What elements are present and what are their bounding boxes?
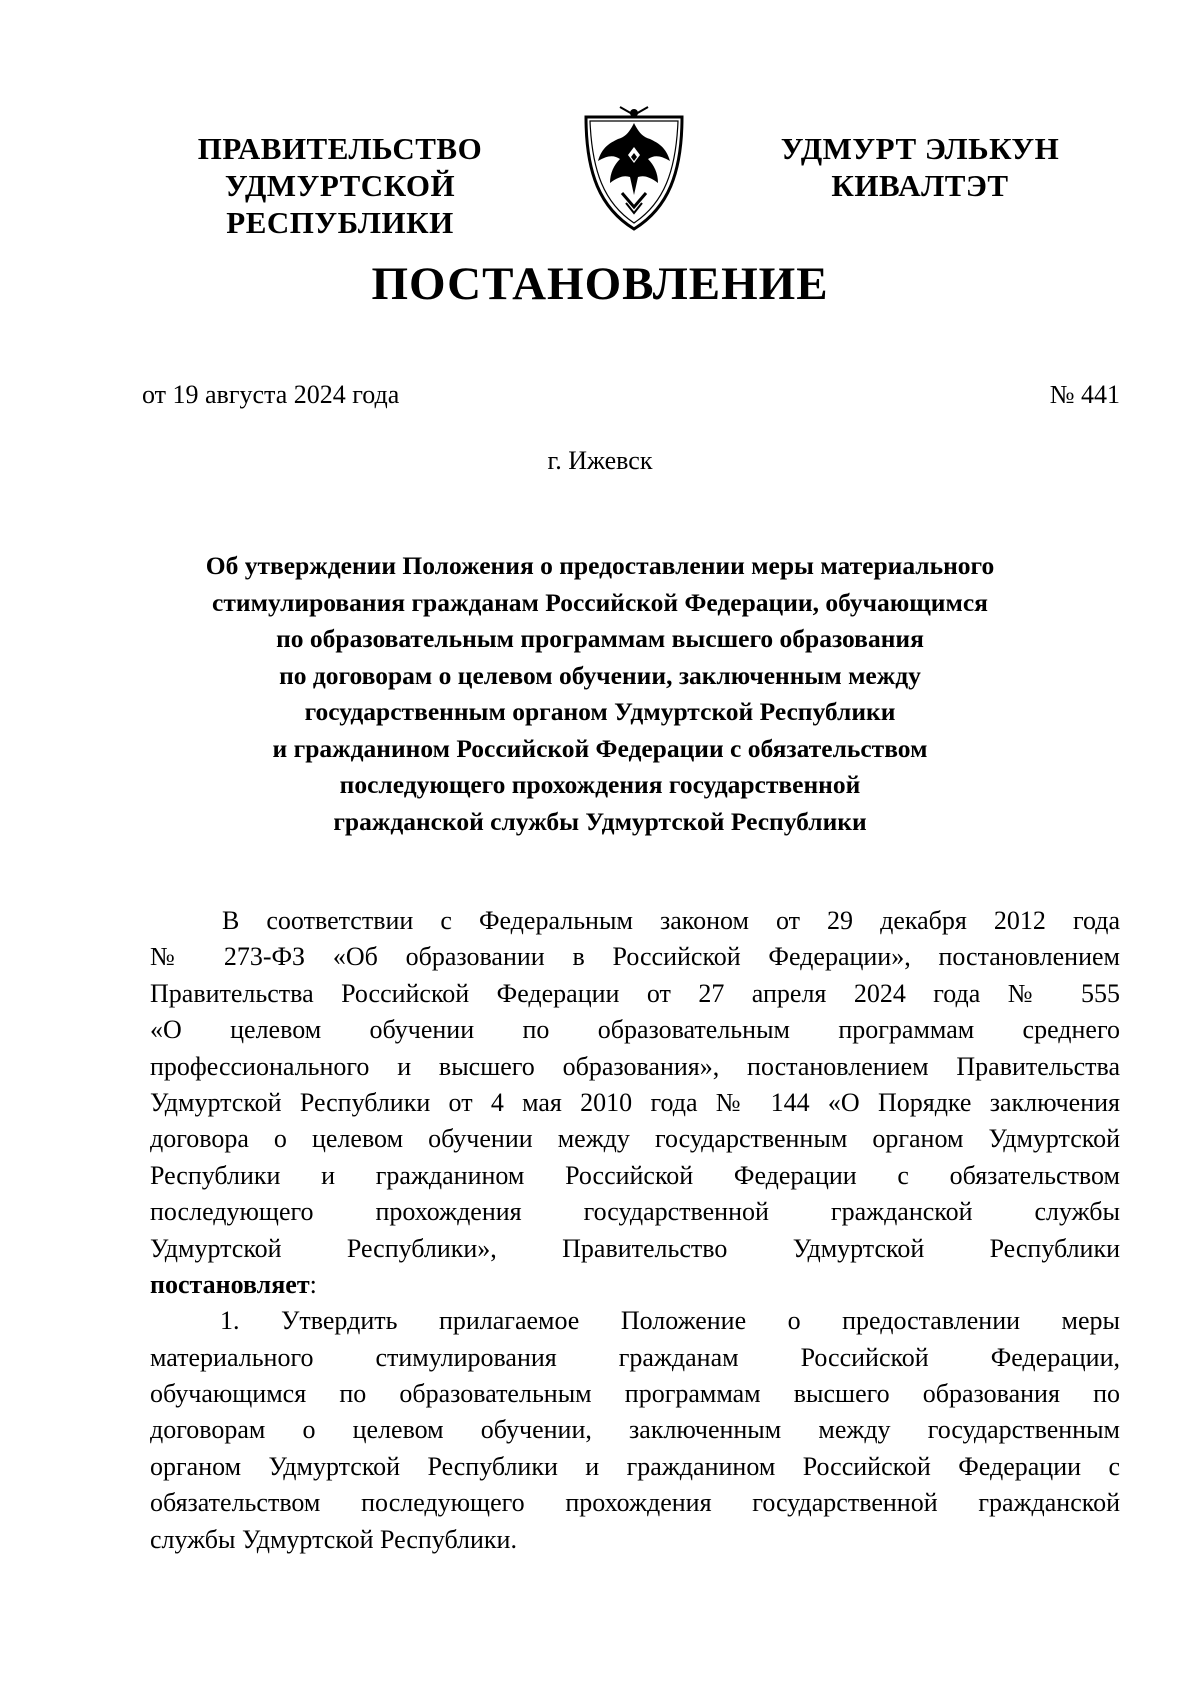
subject-line: гражданской службы Удмуртской Республики bbox=[333, 806, 867, 836]
preamble-line: Республики и гражданином Российской Федерации с обязательством bbox=[150, 1160, 1120, 1190]
subject-line: последующего прохождения государственной bbox=[339, 770, 861, 799]
preamble-line: последующего прохождения государственной гражданской службы bbox=[150, 1197, 1120, 1227]
document-number: № 441 bbox=[1049, 380, 1120, 409]
subject-line: стимулирования гражданам Российской Федерации, обучающимся bbox=[212, 587, 988, 617]
document-subject bbox=[150, 548, 1050, 840]
issuer-name-udmurt bbox=[730, 130, 1110, 204]
preamble-line: «О целевом обучении по образовательным программам среднего bbox=[150, 1015, 1120, 1045]
item1-line: материального стимулирования гражданам Российской Федерации, bbox=[150, 1342, 1120, 1372]
coat-of-arms-udmurtia-icon bbox=[580, 103, 688, 233]
decree-colon: : bbox=[309, 1269, 317, 1299]
preamble-line: Правительства Российской Федерации от 27 апреля 2024 года № 555 bbox=[150, 978, 1120, 1008]
document-body bbox=[150, 903, 1120, 1558]
item1-line: договорам о целевом обучении, заключенным между государственным bbox=[150, 1415, 1120, 1445]
preamble-line: В соответствии с Федеральным законом от 29 декабря 2012 года bbox=[222, 906, 1120, 935]
issuer-line: УДМУРТСКОЙ РЕСПУБЛИКИ bbox=[224, 168, 456, 240]
document-city: г. Ижевск bbox=[547, 446, 653, 475]
item1-line: обязательством последующего прохождения государственной гражданской bbox=[150, 1488, 1120, 1518]
issuer-line: КИВАЛТЭТ bbox=[831, 168, 1009, 203]
item1-line: обучающимся по образовательным программам высшего образования по bbox=[150, 1379, 1120, 1409]
issuer-line: УДМУРТ ЭЛЬКУН bbox=[780, 131, 1060, 166]
subject-line: и гражданином Российской Федерации с обязательством bbox=[272, 733, 928, 763]
subject-line: Об утверждении Положения о предоставлении меры материального bbox=[205, 551, 995, 580]
preamble-line: № 273-ФЗ «Об образовании в Российской Федерации», постановлением bbox=[150, 942, 1120, 972]
preamble-line: Удмуртской Республики», Правительство Удмуртской Республики bbox=[150, 1233, 1120, 1263]
document-title: ПОСТАНОВЛЕНИЕ bbox=[371, 258, 829, 310]
preamble-line: профессионального и высшего образования», постановлением Правительства bbox=[150, 1051, 1120, 1081]
preamble-line: Удмуртской Республики от 4 мая 2010 года № 144 «О Порядке заключения bbox=[150, 1087, 1120, 1117]
item1-line: органом Удмуртской Республики и гражданином Российской Федерации с bbox=[150, 1451, 1120, 1481]
document-date: от 19 августа 2024 года bbox=[142, 380, 400, 409]
preamble-line: договора о целевом обучении между государственным органом Удмуртской bbox=[150, 1124, 1120, 1154]
subject-line: государственным органом Удмуртской Республики bbox=[304, 697, 896, 726]
item1-line: 1. Утвердить прилагаемое Положение о предоставлении меры bbox=[220, 1306, 1120, 1336]
item1-line: службы Удмуртской Республики. bbox=[150, 1524, 517, 1554]
issuer-line: ПРАВИТЕЛЬСТВО bbox=[197, 131, 483, 166]
issuer-name-russian bbox=[110, 130, 570, 241]
decree-word: постановляет bbox=[150, 1269, 310, 1299]
subject-line: по договорам о целевом обучении, заключенным между bbox=[279, 660, 921, 690]
subject-line: по образовательным программам высшего образования bbox=[276, 624, 924, 653]
decree-line bbox=[150, 1267, 1120, 1303]
